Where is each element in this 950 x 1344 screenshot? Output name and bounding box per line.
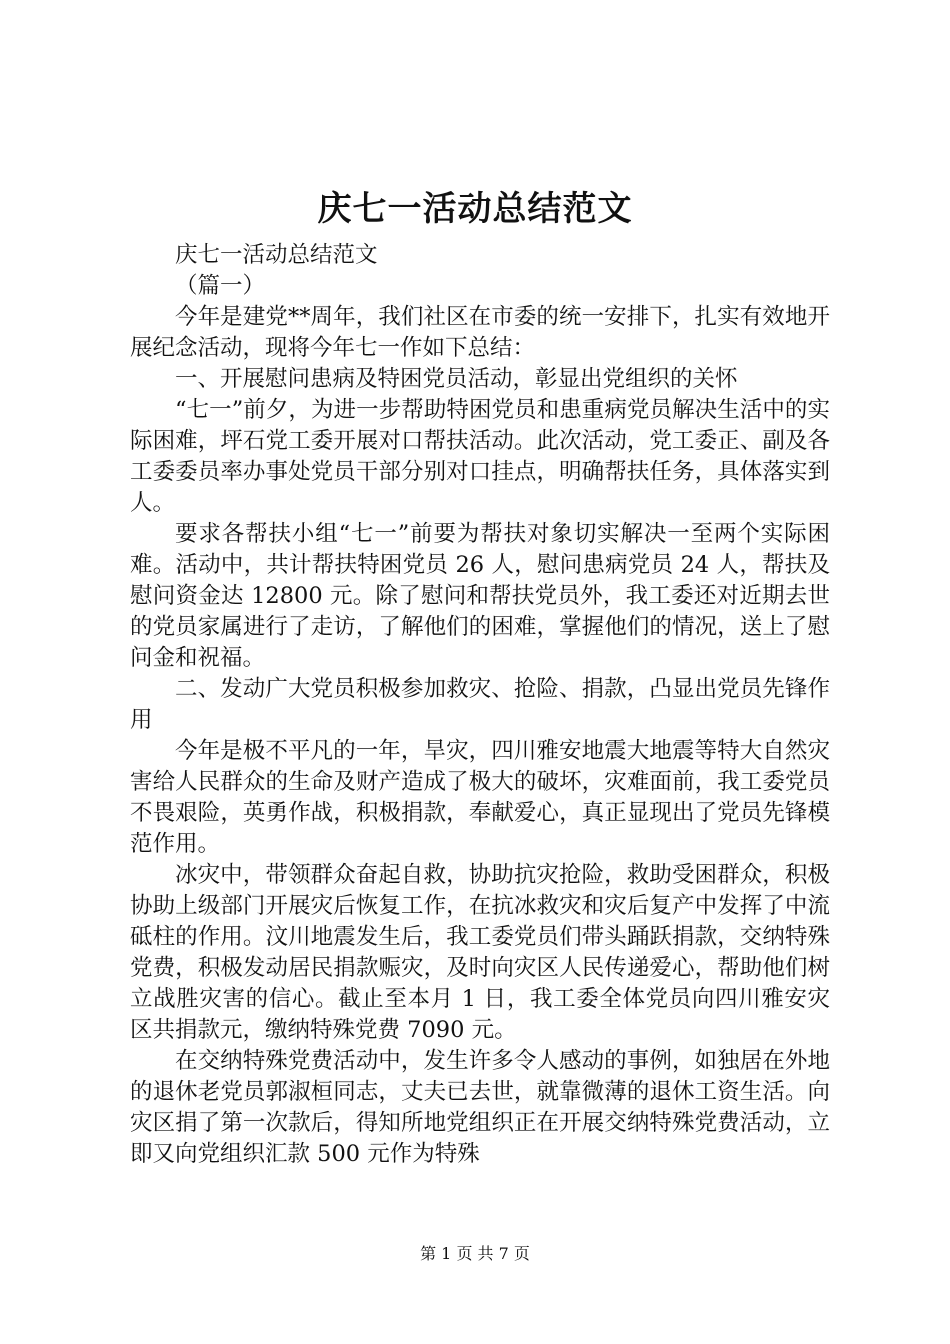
heading-paragraph: 一、开展慰问患病及特困党员活动，彰显出党组织的关怀 [175, 366, 738, 392]
page-number-indicator: 第 1 页 共 7 页 [420, 1244, 530, 1263]
page-footer [0, 1243, 950, 1265]
body-paragraph: 要求各帮扶小组“七一”前要为帮扶对象切实解决一至两个实际困难。活动中，共计帮扶特困党员 26 人，慰问患病党员 24 人，帮扶及慰问资金达 12800 元。除了慰问和帮扶党员外，我工委还对近期去世的党员家属进行了走访，了解他们的困难，掌握他们的情况，送上了慰问金和祝福。 [130, 521, 830, 671]
body-paragraph: 今年是建党**周年，我们社区在市委的统一安排下，扎实有效地开展纪念活动，现将今年七一作如下总结： [130, 304, 830, 361]
body-paragraph: 今年是极不平凡的一年，旱灾，四川雅安地震大地震等特大自然灾害给人民群众的生命及财产造成了极大的破坏，灾难面前，我工委党员不畏艰险，英勇作战，积极捐款，奉献爱心，真正显现出了党员先锋模范作用。 [130, 738, 830, 857]
body-paragraph: “七一”前夕，为进一步帮助特困党员和患重病党员解决生活中的实际困难，坪石党工委开展对口帮扶活动。此次活动，党工委正、副及各工委委员率办事处党员干部分别对口挂点，明确帮扶任务，具体落实到人。 [130, 397, 830, 516]
body-paragraph: 冰灾中，带领群众奋起自救，协助抗灾抢险，救助受困群众，积极协助上级部门开展灾后恢复工作，在抗冰救灾和灾后复产中发挥了中流砥柱的作用。汶川地震发生后，我工委党员们带头踊跃捐款，交纳特殊党费，积极发动居民捐款赈灾，及时向灾区人民传递爱心，帮助他们树立战胜灾害的信心。截止至本月 1 日，我工委全体党员向四川雅安灾区共捐款元，缴纳特殊党费 7090 元。 [130, 862, 830, 1043]
heading-paragraph: 二、发动广大党员积极参加救灾、抢险、捐款，凸显出党员先锋作用 [130, 676, 830, 733]
document-title: 庆七一活动总结范文 [317, 189, 633, 229]
subtitle-paragraph: 庆七一活动总结范文 [175, 242, 378, 268]
body-paragraph: 在交纳特殊党费活动中，发生许多令人感动的事例，如独居在外地的退休老党员郭淑桓同志，丈夫已去世，就靠微薄的退休工资生活。向灾区捐了第一次款后，得知所地党组织正在开展交纳特殊党费活动，立即又向党组织汇款 500 元作为特殊 [130, 1048, 830, 1167]
document-body [130, 240, 830, 1170]
section-label-paragraph: （篇一） [175, 273, 266, 299]
